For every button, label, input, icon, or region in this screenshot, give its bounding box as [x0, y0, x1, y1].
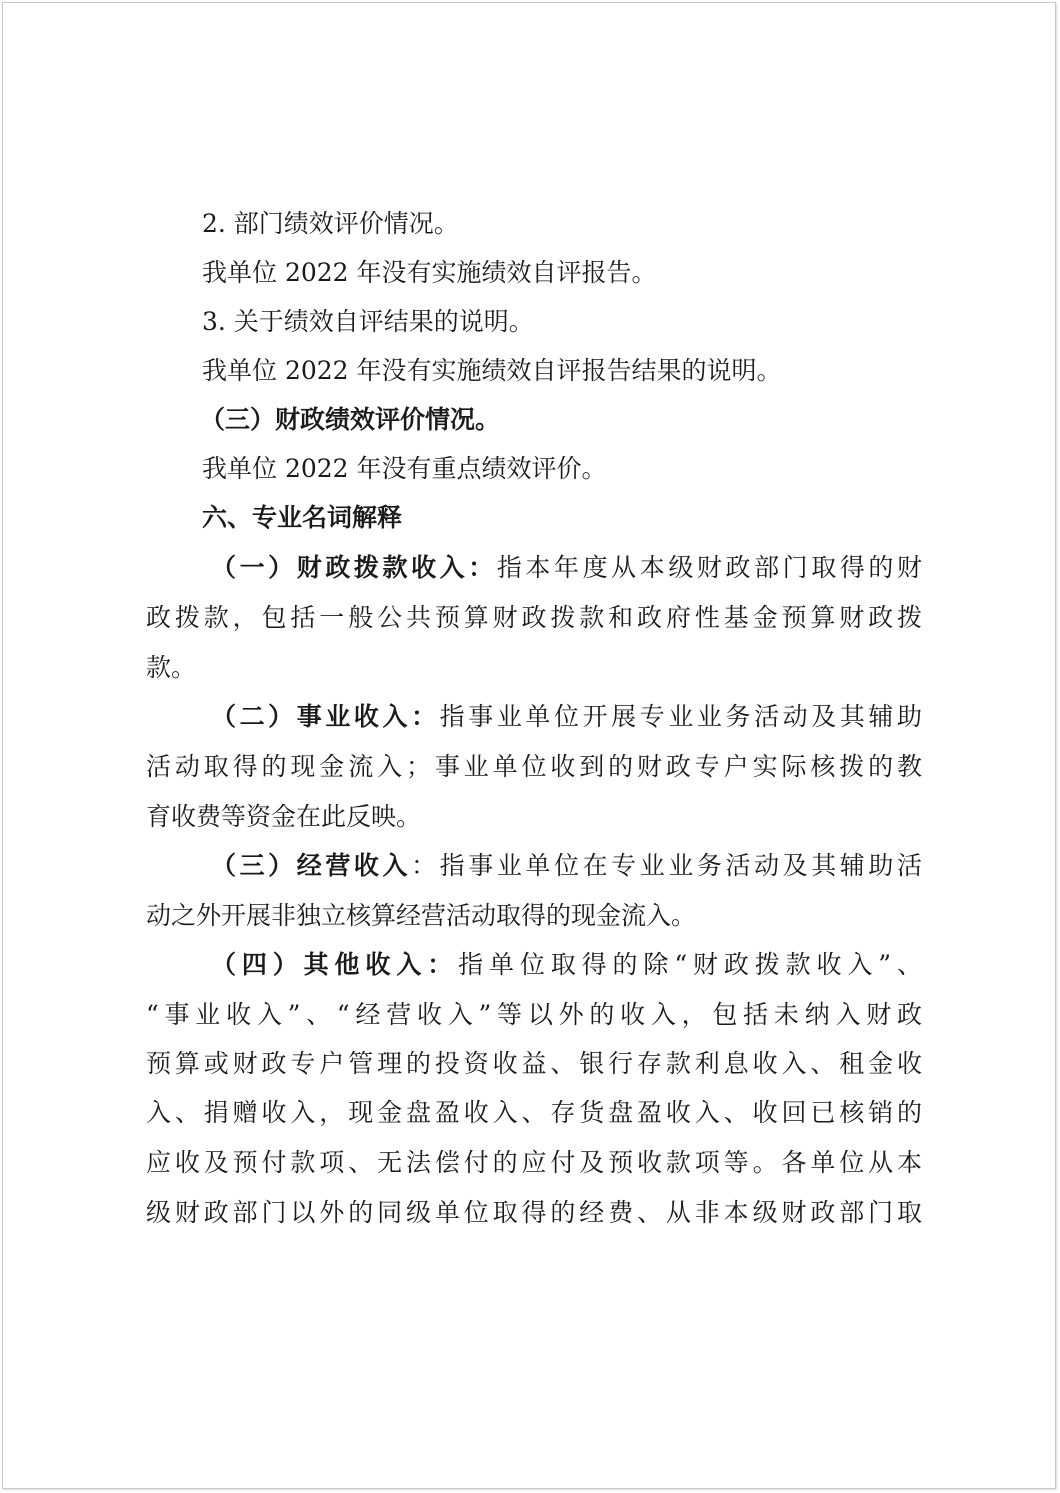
paragraph-line: [146, 797, 922, 837]
line-text: 活动取得的现金流入；事业单位收到的财政专户实际核拨的教: [146, 752, 922, 781]
term-definition: 指事业单位开展专业业务活动及其辅助: [439, 702, 922, 731]
paragraph-line: [202, 253, 922, 293]
term-label: （四）其他收入：: [211, 950, 459, 979]
line-text: 款。: [146, 653, 197, 682]
line-text: 应收及预付款项、无法偿付的应付及预收款项等。各单位从本: [146, 1148, 922, 1177]
term-fiscal-appropriation: [211, 548, 922, 588]
section-heading-fiscal-eval: [200, 400, 976, 440]
term-operating-income: [211, 846, 922, 886]
term-label: （三）经营收入: [211, 851, 412, 880]
term-definition: ：指事业单位在专业业务活动及其辅助活: [411, 851, 922, 880]
document-page: [2, 2, 1056, 1489]
paragraph-line: [146, 1044, 922, 1084]
paragraph-line: [146, 1093, 922, 1133]
paragraph-line: [146, 995, 922, 1035]
line-text: 动之外开展非独立核算经营活动取得的现金流入。: [146, 901, 697, 930]
paragraph-line: [146, 1193, 922, 1233]
term-label: （二）事业收入：: [211, 702, 440, 731]
section-heading-glossary: [202, 498, 922, 538]
heading-text: 六、专业名词解释: [202, 503, 403, 532]
line-text: 2. 部门绩效评价情况。: [202, 209, 459, 238]
line-text: 政拨款，包括一般公共预算财政拨款和政府性基金预算财政拨: [146, 603, 922, 632]
paragraph-line: [146, 648, 922, 688]
paragraph-line: [202, 449, 922, 489]
line-text: “事业收入”、“经营收入”等以外的收入，包括未纳入财政: [146, 1000, 922, 1029]
heading-text: （三）财政绩效评价情况。: [200, 405, 501, 434]
subheading-dept-performance: [202, 204, 922, 244]
line-text: 级财政部门以外的同级单位取得的经费、从非本级财政部门取: [146, 1198, 922, 1227]
paragraph-line: [146, 747, 922, 787]
subheading-self-eval-results: [202, 302, 922, 342]
line-text: 我单位 2022 年没有重点绩效评价。: [202, 454, 607, 483]
term-other-income: [211, 945, 922, 985]
term-label: （一）财政拨款收入：: [211, 553, 497, 582]
line-text: 3. 关于绩效自评结果的说明。: [202, 307, 534, 336]
line-text: 我单位 2022 年没有实施绩效自评报告。: [202, 258, 657, 287]
line-text: 我单位 2022 年没有实施绩效自评报告结果的说明。: [202, 356, 782, 385]
line-text: 育收费等资金在此反映。: [146, 802, 422, 831]
paragraph-line: [146, 598, 922, 638]
paragraph-line: [146, 1143, 922, 1183]
paragraph-line: [202, 351, 922, 391]
line-text: 入、捐赠收入，现金盘盈收入、存货盘盈收入、收回已核销的: [146, 1098, 922, 1127]
paragraph-line: [146, 896, 922, 936]
term-business-income: [211, 697, 922, 737]
term-definition: 指本年度从本级财政部门取得的财: [496, 553, 922, 582]
line-text: 预算或财政专户管理的投资收益、银行存款利息收入、租金收: [146, 1049, 922, 1078]
term-definition: 指单位取得的除“财政拨款收入”、: [458, 950, 922, 979]
